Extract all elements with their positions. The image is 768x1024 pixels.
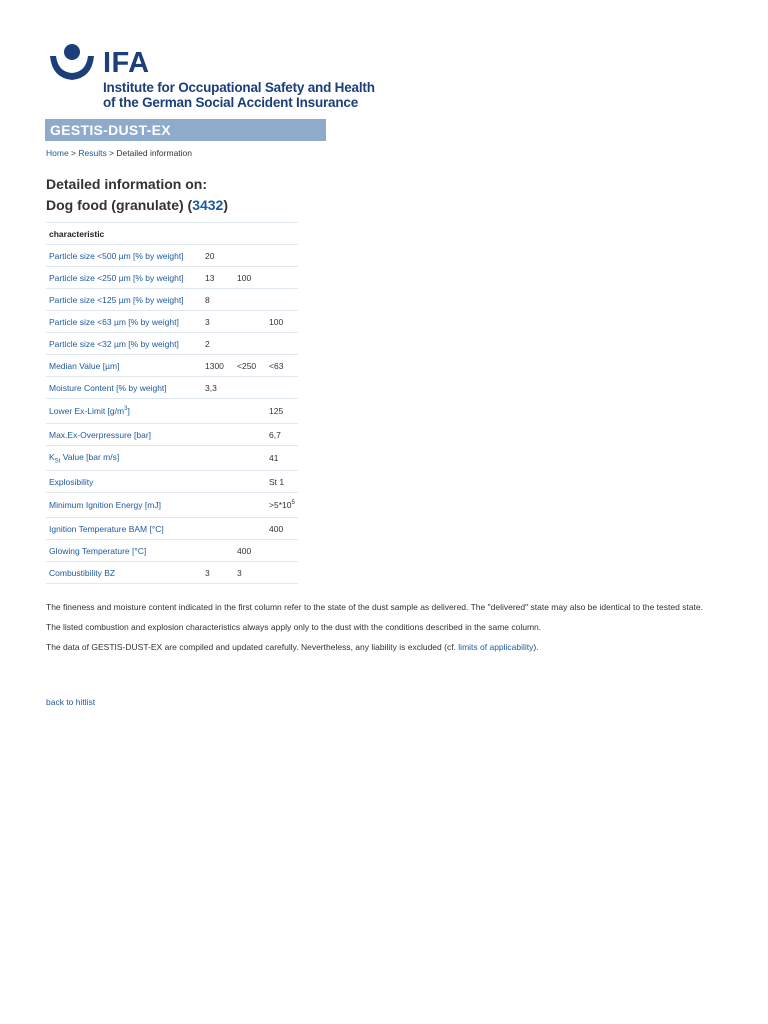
value-cell (202, 518, 234, 540)
table-row (46, 446, 298, 471)
table-row (46, 267, 298, 289)
value-cell: 13 (202, 267, 234, 289)
value-cell: 400 (234, 540, 266, 562)
value-cell (202, 493, 234, 518)
characteristic-link[interactable]: $K_{St}$ Value [bar m/s] (46, 446, 202, 471)
characteristic-link[interactable]: Particle size <500 µm [% by weight] (46, 245, 202, 267)
value-cell: 6,7 (266, 424, 298, 446)
logo-abbreviation: IFA (103, 47, 150, 79)
breadcrumb (46, 148, 192, 158)
characteristic-link[interactable]: Particle size <32 µm [% by weight] (46, 333, 202, 355)
substance-id-link[interactable]: 3432 (192, 197, 224, 213)
value-cell (202, 446, 234, 471)
value-cell: St 1 (266, 471, 298, 493)
value-cell: 1300 (202, 355, 234, 377)
characteristic-link[interactable]: Median Value [µm] (46, 355, 202, 377)
value-cell (266, 245, 298, 267)
value-cell (266, 540, 298, 562)
value-cell (234, 311, 266, 333)
value-cell (234, 289, 266, 311)
value-cell: 3,3 (202, 377, 234, 399)
value-cell (202, 399, 234, 424)
characteristic-link[interactable]: Particle size <250 µm [% by weight] (46, 267, 202, 289)
value-cell (266, 267, 298, 289)
characteristic-link[interactable]: Glowing Temperature [°C] (46, 540, 202, 562)
table-row (46, 562, 298, 584)
value-cell: 3 (202, 311, 234, 333)
value-cell (234, 424, 266, 446)
characteristic-link[interactable]: Moisture Content [% by weight] (46, 377, 202, 399)
logo-line-1: Institute for Occupational Safety and Health (103, 80, 375, 95)
notes-section (46, 600, 726, 660)
value-cell: <63 (266, 355, 298, 377)
table-row (46, 424, 298, 446)
logo-line-2: of the German Social Accident Insurance (103, 95, 359, 110)
page-title (46, 174, 228, 215)
characteristic-link[interactable]: Explosibility (46, 471, 202, 493)
table-header-cell (202, 223, 234, 245)
value-cell: 41 (266, 446, 298, 471)
table-row (46, 471, 298, 493)
table-row (46, 399, 298, 424)
value-cell (202, 540, 234, 562)
breadcrumb-current: Detailed information (116, 148, 193, 158)
value-cell (202, 471, 234, 493)
limits-of-applicability-link[interactable]: limits of applicability (458, 642, 534, 652)
characteristic-link[interactable]: Particle size <125 µm [% by weight] (46, 289, 202, 311)
value-cell: 3 (234, 562, 266, 584)
table-header-cell (266, 223, 298, 245)
note-liability-end: ). (533, 642, 539, 652)
table-header-cell: characteristic (46, 223, 202, 245)
value-cell (202, 424, 234, 446)
value-cell: 20 (202, 245, 234, 267)
table-header-cell (234, 223, 266, 245)
characteristic-link[interactable]: Max.Ex-Overpressure [bar] (46, 424, 202, 446)
value-cell (234, 518, 266, 540)
substance-name: Dog food (granulate) ( (46, 197, 193, 213)
table-row (46, 289, 298, 311)
app-banner: GESTIS-DUST-EX (45, 119, 326, 141)
value-cell: <250 (234, 355, 266, 377)
characteristic-link[interactable]: Minimum Ignition Energy [mJ] (46, 493, 202, 518)
value-cell: 3 (202, 562, 234, 584)
characteristics-table (46, 222, 298, 584)
page-title-line-2 (46, 195, 228, 215)
value-cell (234, 377, 266, 399)
characteristic-link[interactable]: Particle size <63 µm [% by weight] (46, 311, 202, 333)
table-header-row (46, 223, 298, 245)
note-fineness: The fineness and moisture content indicated in the first column refer to the state of the dust sample as delivered. The "delivered" state may also be identical to the tested state. (46, 602, 703, 612)
value-cell: 2 (202, 333, 234, 355)
table-row (46, 518, 298, 540)
value-cell (234, 333, 266, 355)
value-cell: 100 (266, 311, 298, 333)
breadcrumb-separator: > (68, 148, 79, 158)
table-row (46, 540, 298, 562)
note-liability (46, 640, 726, 654)
characteristic-link[interactable]: Lower Ex-Limit $[g/m^3]$ (46, 399, 202, 424)
value-cell (234, 399, 266, 424)
value-cell (234, 446, 266, 471)
breadcrumb-home-link[interactable]: Home (46, 148, 69, 158)
table-row (46, 493, 298, 518)
value-cell (234, 493, 266, 518)
value-cell: 125 (266, 399, 298, 424)
substance-close-paren: ) (223, 197, 229, 213)
page-title-line-1: Detailed information on: (46, 176, 207, 192)
value-cell (266, 562, 298, 584)
value-cell: $>5*10^5$ (266, 493, 298, 518)
ifa-emblem-icon (48, 42, 96, 82)
back-to-hitlist-link[interactable]: back to hitlist (46, 697, 96, 707)
breadcrumb-separator: > (106, 148, 117, 158)
table-row (46, 333, 298, 355)
note-conditions: The listed combustion and explosion characteristics always apply only to the dust with the conditions described in the same column. (46, 622, 542, 632)
table-row (46, 245, 298, 267)
value-cell (234, 471, 266, 493)
value-cell (266, 289, 298, 311)
value-cell: 400 (266, 518, 298, 540)
table-row (46, 377, 298, 399)
value-cell: 100 (234, 267, 266, 289)
table-row (46, 311, 298, 333)
value-cell: 8 (202, 289, 234, 311)
ifa-logo[interactable] (48, 42, 378, 112)
value-cell (234, 245, 266, 267)
characteristic-link[interactable]: Ignition Temperature BAM [°C] (46, 518, 202, 540)
value-cell (266, 333, 298, 355)
breadcrumb-results-link[interactable]: Results (78, 148, 107, 158)
table-row (46, 355, 298, 377)
characteristic-link[interactable]: Combustibility BZ (46, 562, 202, 584)
value-cell (266, 377, 298, 399)
note-liability-text: The data of GESTIS-DUST-EX are compiled and updated carefully. Nevertheless, any liability is excluded (cf. (46, 642, 459, 652)
